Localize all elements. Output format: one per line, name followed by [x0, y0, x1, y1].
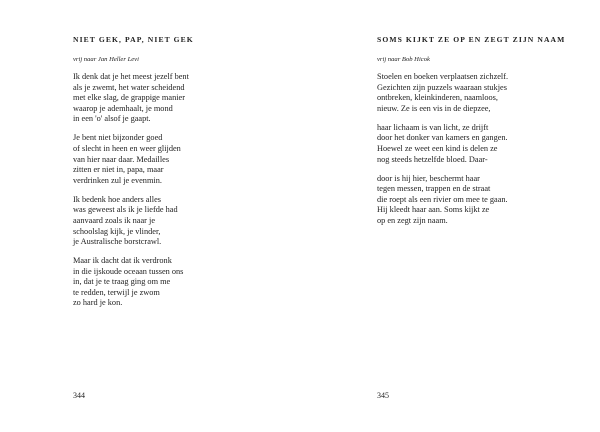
poem-line: je Australische borstcrawl.	[73, 237, 162, 247]
stanza	[73, 133, 189, 186]
page-number: 345	[377, 391, 389, 400]
poem-line: of slecht in heen en weer glijden	[73, 143, 181, 153]
poem-title: NIET GEK, PAP, NIET GEK	[73, 35, 194, 44]
stanza	[73, 195, 189, 248]
poem-line: Hij kleedt haar aan. Soms kijkt ze	[377, 205, 490, 215]
poem-body	[73, 72, 189, 317]
stanza	[377, 72, 508, 114]
poem-line: op en zegt zijn naam.	[377, 215, 448, 225]
poem-line: Maar ik dacht dat ik verdronk	[73, 256, 172, 266]
poem-subtitle: vrij naar Bob Hicok	[377, 56, 430, 63]
poem-line: in, dat je te traag ging om me	[73, 277, 171, 287]
poem-line: Je bent niet bijzonder goed	[73, 133, 163, 143]
poem-line: zo hard je kon.	[73, 298, 123, 308]
poem-line: schoolslag kijk, je vlinder,	[73, 226, 161, 236]
poem-line: was geweest als ik je liefde had	[73, 205, 178, 215]
right-page	[300, 0, 600, 432]
poem-line: zitten er niet in, papa, maar	[73, 165, 164, 175]
poem-line: tegen messen, trappen en de straat	[377, 184, 491, 194]
poem-line: die roept als een rivier om mee te gaan.	[377, 194, 508, 204]
poem-line: waarop je ademhaalt, je mond	[73, 103, 173, 113]
poem-line: Hoewel ze weet een kind is delen ze	[377, 143, 498, 153]
poem-line: door het donker van kamers en gangen.	[377, 133, 508, 143]
stanza	[377, 123, 508, 165]
poem-line: Stoelen en boeken verplaatsen zichzelf.	[377, 72, 509, 81]
poem-subtitle: vrij naar Jan Heller Levi	[73, 56, 139, 63]
poem-line: van hier naar daar. Medailles	[73, 154, 170, 164]
poem-line: verdrinken zul je evenmin.	[73, 175, 162, 185]
poem-line: in die ijskoude oceaan tussen ons	[73, 266, 184, 276]
page-number: 344	[73, 391, 85, 400]
poem-line: in een 'o' alsof je gaapt.	[73, 114, 151, 124]
stanza	[73, 256, 189, 309]
poem-line: door is hij hier, beschermt haar	[377, 173, 480, 183]
poem-line: te redden, terwijl je zwom	[73, 287, 160, 297]
poem-line: Ik bedenk hoe anders alles	[73, 194, 162, 204]
poem-line: aanvaard zoals ik naar je	[73, 215, 156, 225]
poem-line: met elke slag, de grappige manier	[73, 93, 185, 103]
poem-line: Gezichten zijn puzzels waaraan stukjes	[377, 82, 507, 92]
poem-body	[377, 72, 508, 235]
poem-line: als je zwemt, het water scheidend	[73, 82, 185, 92]
poem-line: ontbreken, kleinkinderen, naamloos,	[377, 93, 498, 103]
poem-line: Ik denk dat je het meest jezelf bent	[73, 72, 189, 81]
poem-title: SOMS KIJKT ZE OP EN ZEGT ZIJN NAAM	[377, 35, 566, 44]
stanza	[377, 174, 508, 227]
poem-line: haar lichaam is van licht, ze drijft	[377, 122, 489, 132]
poem-line: nieuw. Ze is een vis in de diepzee,	[377, 103, 491, 113]
stanza	[73, 72, 189, 125]
poem-line: nog steeds hetzelfde bloed. Daar-	[377, 154, 488, 164]
